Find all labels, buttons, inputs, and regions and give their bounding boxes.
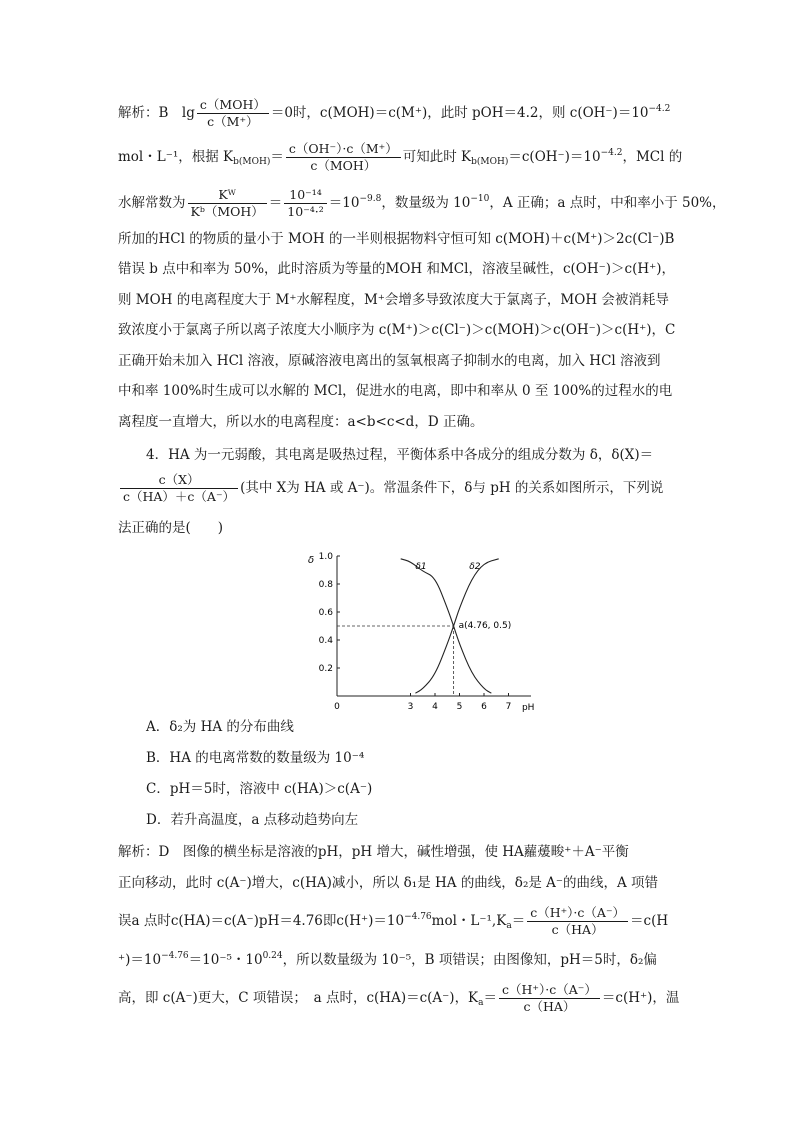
exponent: −4.76 (161, 951, 189, 961)
y-axis-label: δ (308, 555, 315, 566)
x-tick-label: 7 (505, 702, 512, 712)
subscript: a (506, 921, 512, 931)
text: ，MCl 的 (622, 149, 683, 165)
exponent: −4.2 (600, 148, 623, 158)
exponent: −9.8 (359, 194, 382, 204)
option-a[interactable]: A．δ₂为 HA 的分布曲线 (146, 719, 294, 735)
y-tick-label: 0.6 (318, 608, 333, 618)
p2-line-5 (118, 982, 679, 1015)
frac-num: 10⁻¹⁴ (284, 187, 327, 204)
text: 解析：B lg (118, 105, 195, 121)
y-tick-label: 0.8 (318, 580, 333, 590)
exponent: 0.24 (262, 951, 283, 961)
frac-num: c（H⁺）·c（A⁻） (499, 982, 600, 999)
p1-line-2 (118, 141, 682, 174)
y-tick-label: 0.4 (318, 636, 333, 646)
p2-line-2: 正向移动，此时 c(A⁻)增大，c(HA)减小，所以 δ₁是 HA 的曲线，δ₂是 A⁻的曲线，A 项错 (118, 875, 659, 891)
fraction (197, 97, 269, 130)
frac-num: c（OH⁻）·c（M⁺） (286, 141, 401, 158)
frac-num: c（X） (120, 472, 238, 489)
p1-line-1 (118, 97, 670, 130)
text: ＝c(H⁺)，温 (601, 990, 680, 1006)
frac-den: c（MOH） (310, 158, 377, 173)
text: ，所以数量级为 10⁻⁵，B 项错误；由图像知，pH＝5时，δ₂偏 (282, 952, 657, 968)
text: ＝ (268, 195, 283, 211)
x-tick-label: 4 (432, 702, 438, 712)
exponent: −4.2 (648, 104, 671, 114)
text: (其中 X为 HA 或 A⁻)。常温条件下，δ与 pH 的关系如图所示，下列说 (240, 480, 664, 496)
p1-line-3 (118, 187, 726, 220)
frac-num: c（MOH） (197, 97, 269, 114)
text: ＝c(H (630, 913, 669, 929)
x-tick-label: 6 (481, 702, 487, 712)
frac-den: c（HA） (551, 922, 604, 937)
frac-num: c（H⁺）·c（A⁻） (527, 905, 628, 922)
text: ＝0时，c(MOH)＝c(M⁺)，此时 pOH＝4.2，则 c(OH⁻)＝10 (270, 105, 649, 121)
text: ⁺)＝10 (118, 952, 162, 968)
frac-den: 10⁻⁴·² (287, 204, 324, 219)
p2-line-1: 解析：D 图像的横坐标是溶液的pH，pH 增大，碱性增强，使 HA蘿蕿畯⁺＋A⁻平衡 (118, 844, 629, 860)
y-tick-label: 0.2 (318, 664, 333, 674)
p2-line-3 (118, 905, 668, 938)
text: 水解常数为 (118, 195, 186, 211)
text: 可知此时 K (402, 149, 472, 165)
p2-line-4 (118, 946, 657, 970)
option-d[interactable]: D．若升高温度，a 点移动趋势向左 (146, 812, 359, 828)
series-label-1: δ1 (415, 561, 427, 572)
text: ＝c(OH⁻)＝10 (508, 149, 601, 165)
y-tick-label: 1.0 (318, 552, 333, 562)
p1-line-8: 正确开始未加入 HCl 溶液，原碱溶液电离出的氢氧根离子抑制水的电离，加入 HCl 溶液到 (118, 353, 661, 369)
text: mol・L⁻¹，根据 K (118, 149, 234, 165)
p1-line-6: 则 MOH 的电离程度大于 M⁺水解程度，M⁺会增多导致浓度大于氯离子，MOH 会被消耗导 (118, 292, 669, 308)
x-axis-label: pH (521, 703, 535, 713)
option-c[interactable]: C．pH＝5时，溶液中 c(HA)＞c(A⁻) (146, 781, 373, 797)
text: ＝ (511, 913, 526, 929)
point-a-label: a(4.76, 0.5) (458, 621, 512, 631)
subscript: a (478, 998, 484, 1008)
subscript: b(MOH) (233, 157, 271, 167)
fraction (527, 905, 628, 938)
frac-den: c（HA）＋c（A⁻） (123, 489, 236, 504)
fraction (286, 141, 401, 174)
exponent: −4.76 (404, 912, 432, 922)
fraction (120, 472, 238, 505)
text: 高，即 c(A⁻)更大，C 项错误； a 点时，c(HA)＝c(A⁻) (118, 990, 455, 1006)
subscript: b(MOH) (471, 157, 509, 167)
text: mol・L⁻¹,K (431, 913, 507, 929)
fraction (188, 187, 267, 220)
text: ，K (454, 990, 479, 1006)
delta-ph-chart (300, 548, 535, 713)
text: 误a 点时c(HA)＝c(A⁻)pH＝4.76即c(H⁺)＝10 (118, 913, 405, 929)
frac-den: Kᵇ（MOH） (190, 204, 264, 219)
text: ，A 正确；a 点时，中和率小于 50%， (489, 195, 726, 211)
text: ＝10 (328, 195, 360, 211)
text: ，数量级为 10 (381, 195, 471, 211)
frac-den: c（HA） (523, 999, 576, 1014)
question-4-line-2 (118, 472, 663, 505)
frac-den: c（M⁺） (207, 114, 259, 129)
p1-line-9: 中和率 100%时生成可以水解的 MCl，促进水的电离，即中和率从 0 至 100%的过程水的电 (118, 383, 673, 399)
x-tick-label: 3 (407, 702, 414, 712)
question-4-line-1: 4．HA 为一元弱酸，其电离是吸热过程，平衡体系中各成分的组成分数为 δ，δ(X)＝ (146, 447, 654, 463)
question-4-line-3: 法正确的是( ) (118, 520, 224, 536)
exponent: −10 (470, 194, 490, 204)
fraction (284, 187, 327, 220)
x-tick-label: 5 (456, 702, 463, 712)
text: ＝10⁻⁵・10 (188, 952, 263, 968)
p1-line-10: 离程度一直增大，所以水的电离程度：a<b<c<d，D 正确。 (118, 414, 484, 430)
fraction (499, 982, 600, 1015)
x-tick-label: 0 (334, 702, 340, 712)
p1-line-4: 所加的HCl 的物质的量小于 MOH 的一半则根据物料守恒可知 c(MOH)＋c(M⁺)＞2c(Cl⁻)B (118, 231, 675, 247)
text: ＝ (270, 149, 284, 165)
p1-line-5: 错误 b 点中和率为 50%，此时溶质为等量的MOH 和MCl，溶液呈碱性，c(OH⁻)＞c(H⁺)， (118, 261, 675, 277)
option-b[interactable]: B．HA 的电离常数的数量级为 10⁻⁴ (146, 750, 365, 766)
p1-line-7: 致浓度小于氯离子所以离子浓度大小顺序为 c(M⁺)＞c(Cl⁻)＞c(MOH)＞c(OH⁻)＞c(H⁺)，C (118, 322, 676, 338)
text: ＝ (483, 990, 498, 1006)
series-label-2: δ2 (469, 561, 481, 572)
frac-num: Kᵂ (188, 187, 267, 204)
